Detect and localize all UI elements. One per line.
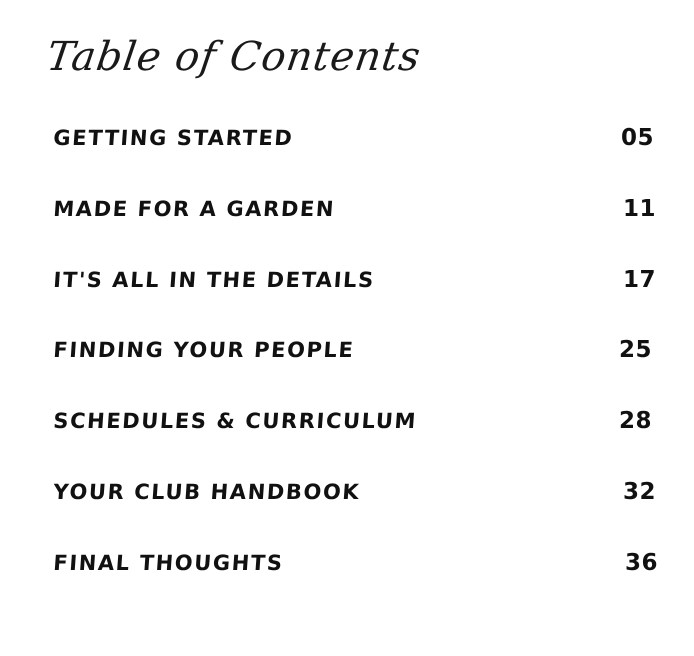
page-title: Table of Contents [44, 34, 424, 80]
toc-entry-label: SCHEDULES & CURRICULUM [52, 409, 418, 434]
toc-entry-page: 36 [624, 549, 658, 576]
toc-entry-label: IT'S ALL IN THE DETAILS [52, 267, 376, 292]
toc-entry-page: 05 [620, 125, 654, 151]
toc-entry-finding-your-people[interactable] [52, 330, 658, 401]
table-of-contents [52, 118, 658, 614]
toc-entry-label: MADE FOR A GARDEN [52, 196, 336, 221]
toc-entry-your-club-handbook[interactable] [52, 472, 658, 543]
toc-entry-its-all-in-the-details[interactable] [52, 260, 658, 331]
toc-entry-page: 17 [622, 266, 656, 293]
toc-entry-schedules-and-curriculum[interactable] [52, 401, 658, 472]
toc-entry-page: 28 [618, 408, 652, 435]
toc-entry-final-thoughts[interactable] [52, 543, 658, 614]
toc-entry-label: GETTING STARTED [52, 126, 295, 150]
toc-entry-page: 32 [622, 478, 656, 505]
toc-entry-page: 11 [622, 195, 656, 222]
toc-entry-made-for-a-garden[interactable] [52, 189, 658, 260]
toc-entry-label: YOUR CLUB HANDBOOK [52, 479, 362, 504]
toc-entry-label: FINDING YOUR PEOPLE [52, 338, 356, 363]
toc-entry-getting-started[interactable] [52, 118, 658, 189]
toc-entry-label: FINAL THOUGHTS [52, 550, 285, 575]
toc-entry-page: 25 [618, 337, 652, 364]
